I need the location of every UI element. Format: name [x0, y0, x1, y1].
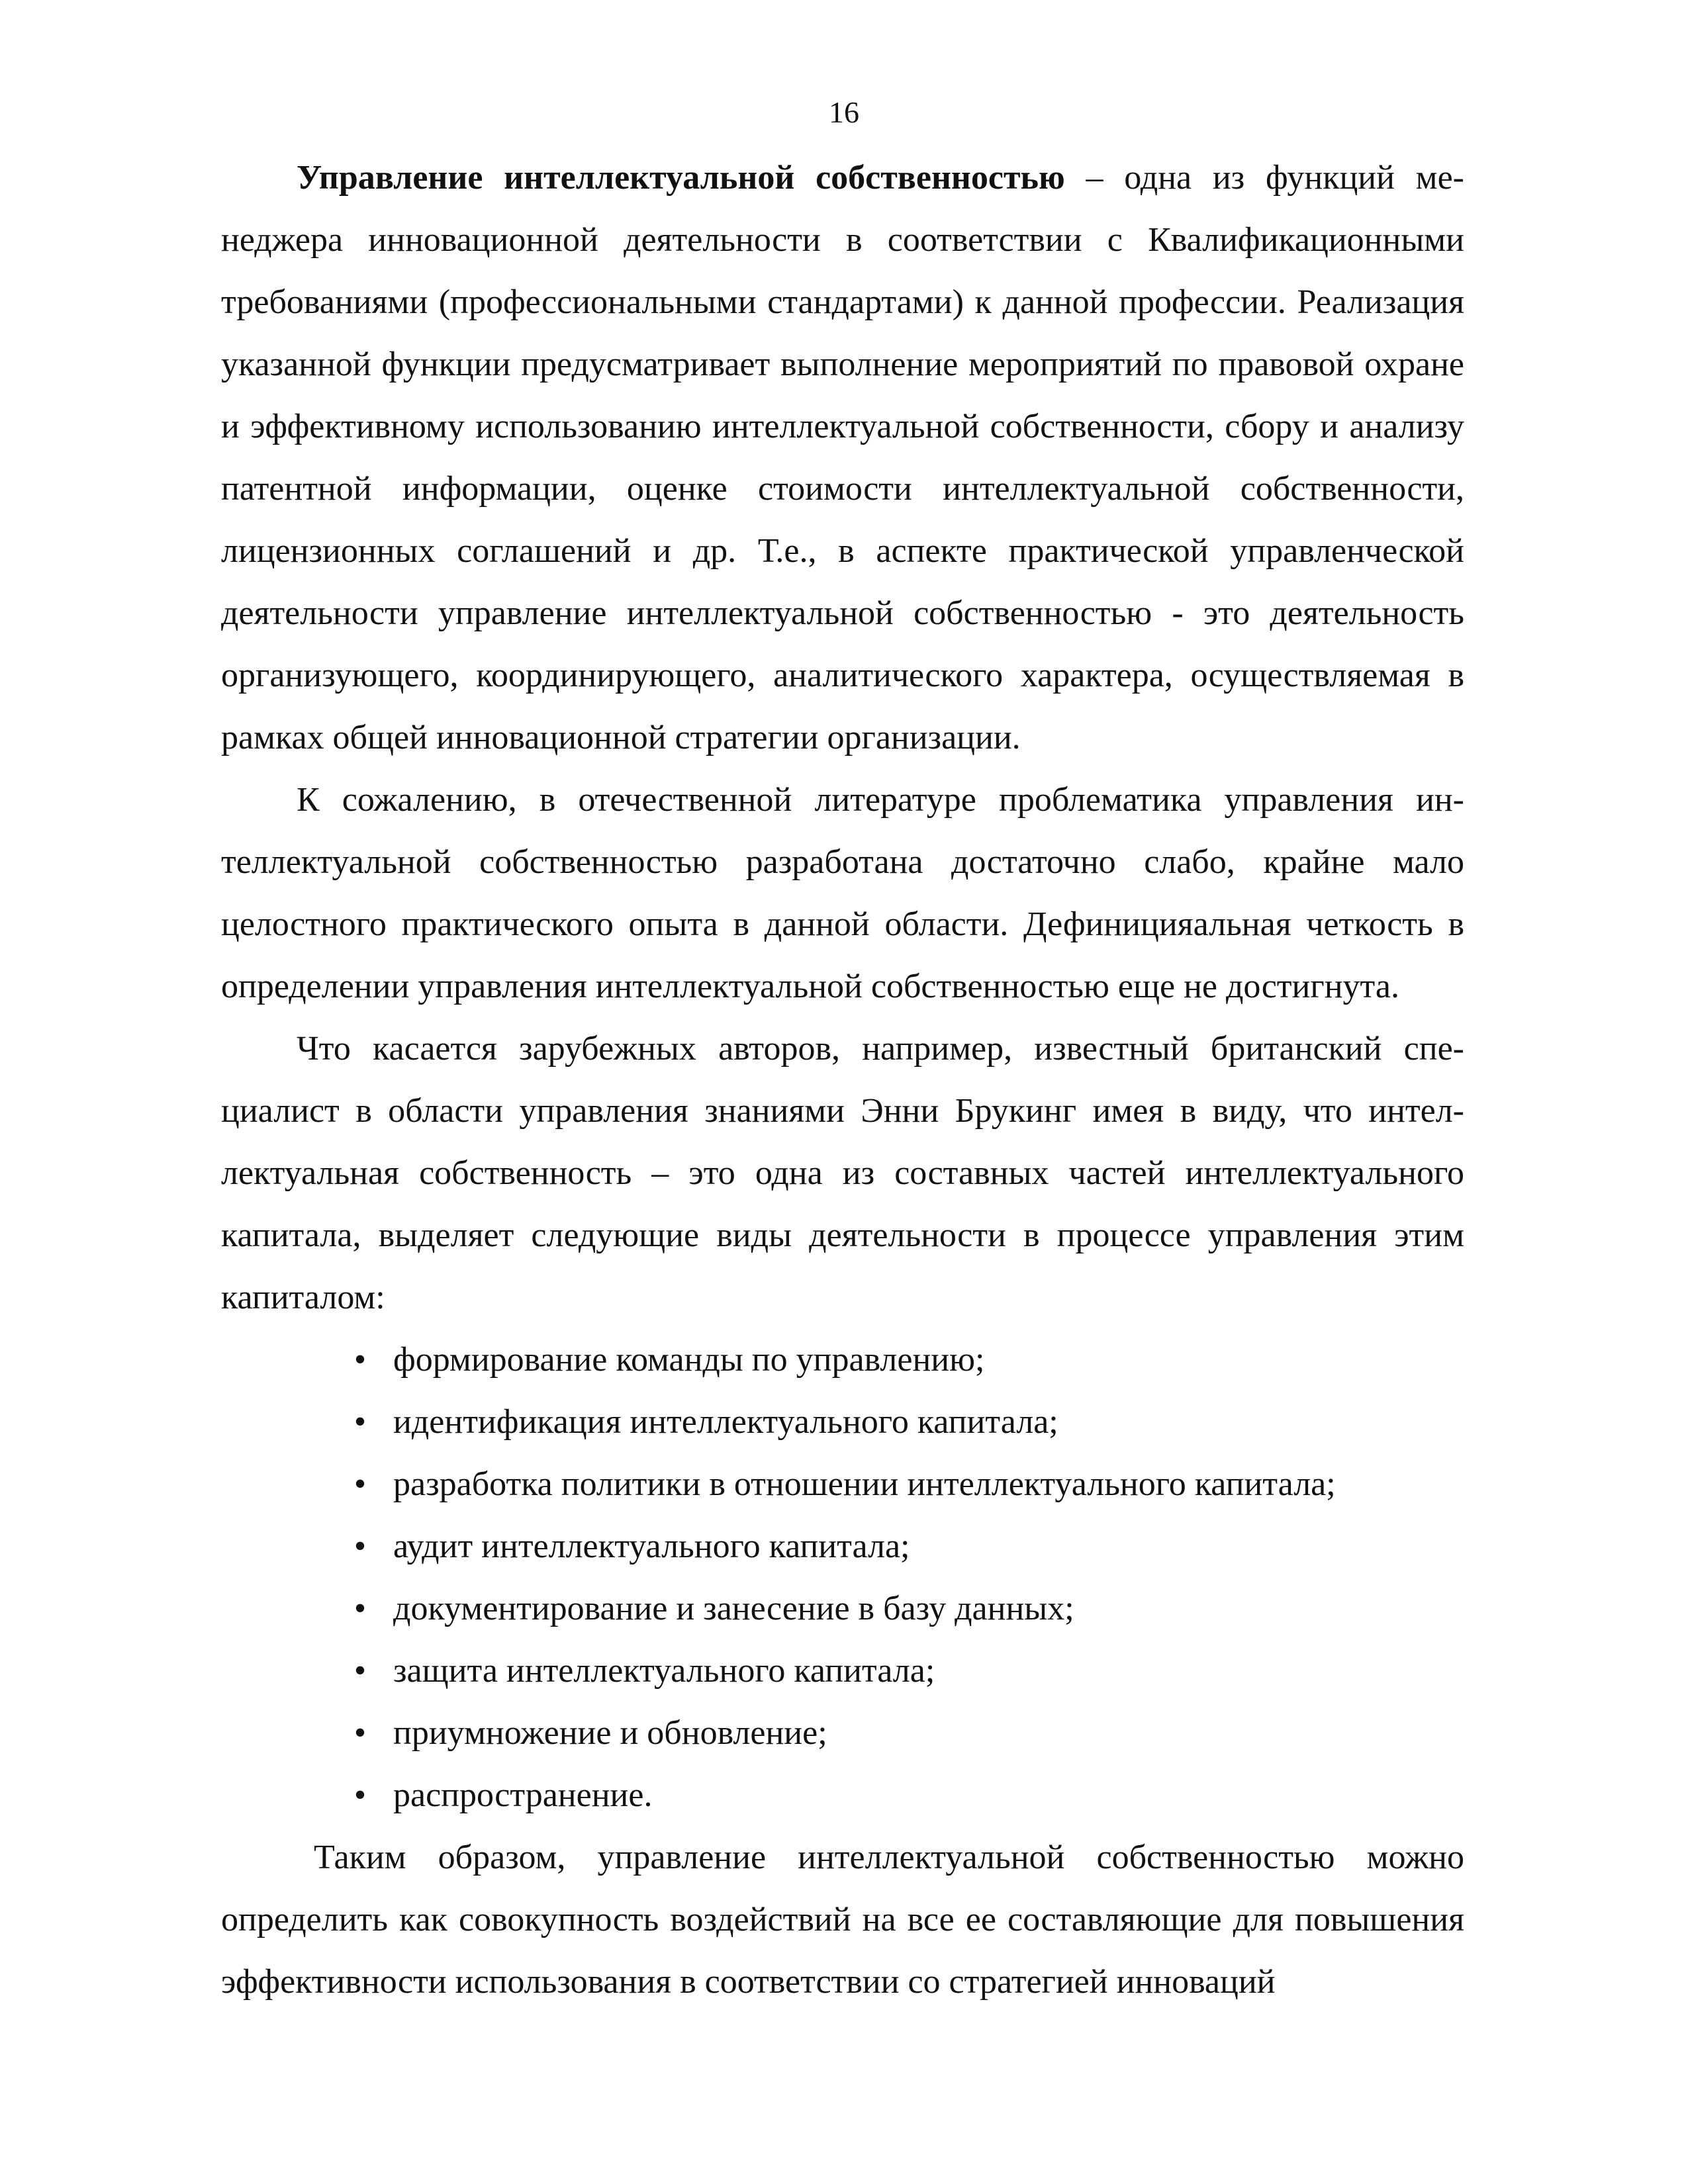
list-item-text: разработка политики в отношении интеллектуального капитала; [393, 1465, 1336, 1503]
list-item [347, 1702, 1464, 1764]
paragraph-foreign-authors: Что касается зарубежных авторов, например, известный британский специалист в области управления знаниями Энни Брукинг имея в виду, что интеллектуальная собственность – это одна из составных частей интеллектуального капитала, выделяет следующие виды деятельности в процессе управления этим капиталом: [221, 1030, 1464, 1316]
bullet-icon: • [353, 1527, 367, 1565]
bullet-icon: • [353, 1590, 367, 1627]
list-item [347, 1640, 1464, 1702]
list-item-text: защита интеллектуального капитала; [393, 1652, 935, 1690]
document-body [221, 147, 1464, 2013]
list-item [347, 1453, 1464, 1516]
bullet-icon: • [353, 1776, 367, 1814]
list-item-text: документирование и занесение в базу данных; [393, 1590, 1074, 1627]
bullet-icon: • [353, 1465, 367, 1503]
list-item [347, 1578, 1464, 1640]
list-item-text: идентификация интеллектуального капитала; [393, 1403, 1058, 1441]
list-item-text: распространение. [393, 1776, 653, 1814]
list-item [347, 1329, 1464, 1391]
paragraph-intro [221, 147, 1464, 769]
bullet-icon: • [353, 1652, 367, 1690]
list-item [347, 1391, 1464, 1453]
paragraph-intro-text: – одна из функций менеджера инновационной деятельности в соответствии с Квалификационными требованиями (профессиональными стандартами) к данной профессии. Реализация указанной функции предусматривает выполнение мероприятий по правовой охране и эффективному использованию интеллектуальной собственности, сбору и анализу патентной информации, оценке стоимости интеллектуальной собственности, лицензионных соглашений и др. Т.е., в аспекте практической управленческой деятельности управление интеллектуальной собственностью - это деятельность организующего, координирующего, аналитического характера, осуществляемая в рамках общей инновационной стратегии организации. [221, 159, 1464, 756]
paragraph-domestic-literature: К сожалению, в отечественной литературе проблематика управления интеллектуальной собственностью разработана достаточно слабо, крайне мало целостного практического опыта в данной области. Дефиницияальная четкость в определении управления интеллектуальной собственностью еще не достигнута. [221, 781, 1464, 1005]
paragraph-conclusion: Таким образом, управление интеллектуальной собственностью можно определить как совокупность воздействий на все ее составляющие для повышения эффективности использования в соответствии со стратегией инноваций [221, 1839, 1464, 2001]
bullet-icon: • [353, 1403, 367, 1441]
bullet-icon: • [353, 1714, 367, 1752]
page-number: 16 [829, 95, 859, 129]
activity-list [221, 1329, 1464, 1827]
term-heading: Управление интеллектуальной собственностью [297, 159, 1065, 197]
list-item-text: формирование команды по управлению; [393, 1341, 985, 1379]
list-item-text: приумножение и обновление; [393, 1714, 827, 1752]
list-item-text: аудит интеллектуального капитала; [393, 1527, 910, 1565]
list-item [347, 1764, 1464, 1827]
bullet-icon: • [353, 1341, 367, 1379]
list-item [347, 1516, 1464, 1578]
